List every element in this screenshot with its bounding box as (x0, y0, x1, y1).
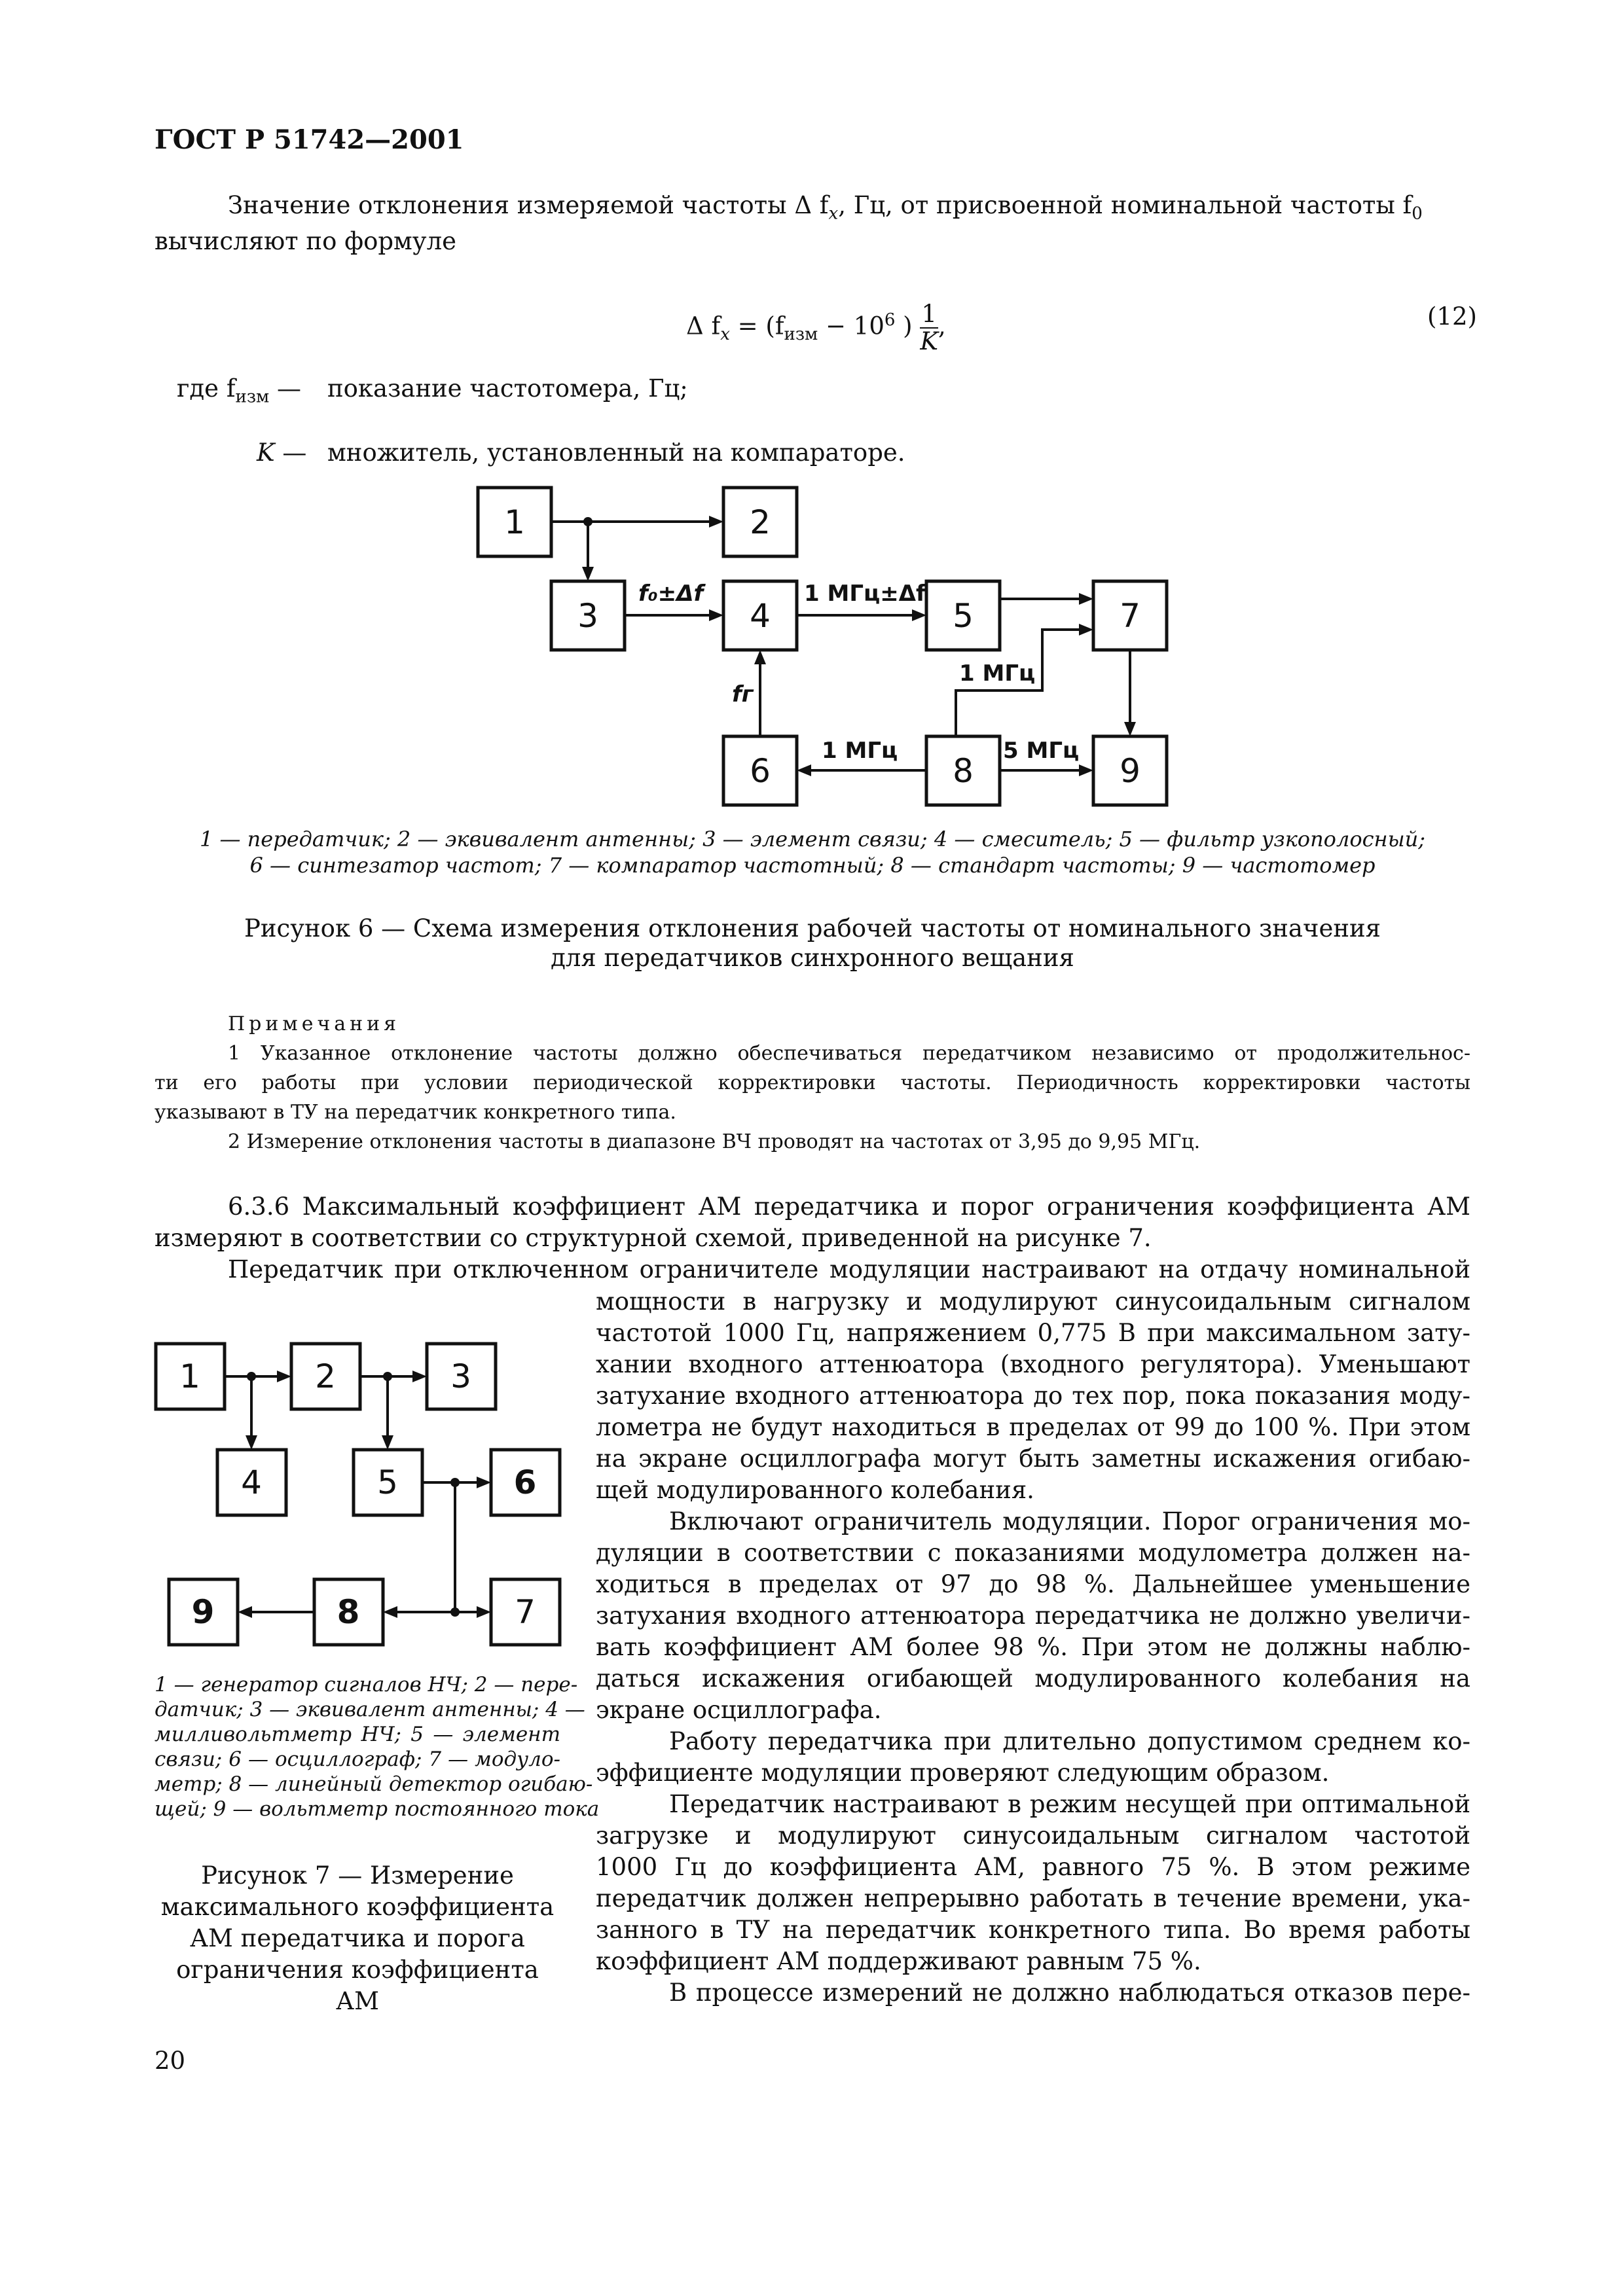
right-col-line: передатчик должен непрерывно работать в течение времени, ука- (596, 1884, 1470, 1912)
note-1-line-2: ти его работы при условии периодической корректировки частоты. Периодичность корректировки частоты (155, 1071, 1470, 1094)
right-col-line: экране осциллографа. (596, 1696, 882, 1724)
fig6-legend-line-2: 6 — синтезатор частот; 7 — компаратор частотный; 8 — стандарт частоты; 9 — частотомер (249, 853, 1376, 878)
right-col-line: занного в ТУ на передатчик конкретного типа. Во время работы (596, 1916, 1470, 1944)
fig6-label-mhz-df: 1 МГц±Δf (804, 581, 926, 607)
fig6-num-6: 6 (750, 752, 771, 790)
note-1-line-1: 1 Указанное отклонение частоты должно обеспечиваться передатчиком независимо от продолжительнос- (228, 1042, 1470, 1065)
right-col-line: даться искажения огибающей модулированного колебания на (596, 1664, 1470, 1693)
fig7-caption-line: ограничения коэффициента АМ (176, 1956, 539, 2015)
fig7-num-7: 7 (515, 1593, 536, 1631)
fig7-caption-line: АМ передатчика и порога (190, 1924, 525, 1952)
right-col-line: 1000 Гц до коэффициента АМ, равного 75 %. В этом режиме (596, 1853, 1470, 1881)
formula-12: Δ $f_x = (f_{изм} - 10^6$ ) $\frac{1}{K}$ , (686, 300, 946, 355)
intro-line-1: Значение отклонения измеряемой частоты Δ $f_x$, Гц, от присвоенной номинальной частоты $f_0$ (228, 191, 1423, 224)
fig6-num-4: 4 (750, 597, 771, 635)
fig6-label-mhz-to-7: 1 МГц (959, 660, 1036, 687)
right-col-line: затухание входного аттенюатора до тех пор, пока показания моду- (596, 1382, 1470, 1410)
figure-6-diagram (458, 471, 1192, 812)
fig7-num-2: 2 (315, 1357, 336, 1395)
fig7-num-8: 8 (337, 1593, 360, 1631)
fig7-legend-line: 1 — генератор сигналов НЧ; 2 — пере- (155, 1673, 578, 1696)
section-p2-line-1: Передатчик при отключенном ограничителе модуляции настраивают на отдачу номинальной (228, 1255, 1470, 1283)
fig6-num-2: 2 (750, 503, 771, 541)
fig7-legend-line: датчик; 3 — эквивалент антенны; 4 — (155, 1698, 585, 1721)
fig6-num-3: 3 (577, 597, 598, 635)
right-col-line: ходиться в пределах от 97 до 98 %. Дальнейшее уменьшение (596, 1570, 1470, 1598)
right-col-line: частотой 1000 Гц, напряжением 0,775 В при максимальном зату- (596, 1319, 1470, 1347)
fig6-num-5: 5 (953, 597, 974, 635)
fig7-num-9: 9 (191, 1593, 215, 1631)
right-col-line: Работу передатчика при длительно допустимом среднем ко- (669, 1727, 1470, 1755)
notes-title: Примечания (228, 1013, 401, 1035)
right-col-line: Передатчик настраивают в режим несущей при оптимальной (669, 1790, 1470, 1818)
where-f-izm: где $f_{изм}$ — (177, 374, 302, 407)
fig6-caption-line-1: Рисунок 6 — Схема измерения отклонения рабочей частоты от номинального значения (244, 914, 1381, 942)
fig6-legend-line-1: 1 — передатчик; 2 — эквивалент антенны; 3 — элемент связи; 4 — смеситель; 5 — фильтр узкополосный; (199, 827, 1426, 852)
fig7-num-4: 4 (241, 1463, 262, 1501)
right-col-line: Включают ограничитель модуляции. Порог ограничения мо- (669, 1507, 1470, 1535)
fig6-num-8: 8 (953, 752, 974, 790)
fig6-label-fr: fг (732, 681, 754, 708)
fig7-num-5: 5 (377, 1463, 398, 1501)
fig6-label-mhz-5: 5 МГц (1003, 738, 1080, 764)
fig7-caption-line: Рисунок 7 — Измерение (201, 1861, 514, 1890)
section-6-3-6-line-2: измеряют в соответствии со структурной схемой, приведенной на рисунке 7. (155, 1224, 1152, 1252)
where-k-text: множитель, установленный на компараторе. (327, 439, 905, 467)
fig7-caption-line: максимального коэффициента (160, 1893, 555, 1921)
fig7-legend-line: метр; 8 — линейный детектор огибаю- (155, 1772, 593, 1796)
right-col-line: В процессе измерений не должно наблюдаться отказов пере- (669, 1979, 1470, 2007)
fig6-label-f0-df: f₀±Δf (638, 581, 704, 607)
where-f-izm-text: показание частотомера, Гц; (327, 374, 688, 403)
right-col-line: мощности в нагрузку и модулируют синусоидальным сигналом (596, 1287, 1470, 1316)
note-1-line-3: указывают в ТУ на передатчик конкретного типа. (155, 1101, 676, 1124)
right-col-line: дуляции в соответствии с показаниями модулометра должен на- (596, 1539, 1470, 1567)
fig7-num-1: 1 (179, 1357, 200, 1395)
page-number: 20 (155, 2047, 186, 2075)
right-col-line: на экране осциллографа могут быть заметны искажения огибаю- (596, 1444, 1470, 1473)
right-col-line: загрузке и модулируют синусоидальным сигналом частотой (596, 1821, 1470, 1850)
figure-7-diagram (147, 1322, 573, 1662)
right-col-line: эффициенте модуляции проверяют следующим образом. (596, 1759, 1330, 1787)
right-col-line: хании входного аттенюатора (входного регулятора). Уменьшают (596, 1350, 1470, 1378)
fig7-num-6: 6 (513, 1463, 537, 1501)
fig7-legend-line: милливольтметр НЧ; 5 — элемент (155, 1723, 560, 1746)
fig7-legend-line: щей; 9 — вольтметр постоянного тока (155, 1797, 600, 1821)
fig6-caption-line-2: для передатчиков синхронного вещания (551, 944, 1074, 972)
right-col-line: лометра не будут находиться в пределах от 99 до 100 %. При этом (596, 1413, 1470, 1441)
right-col-line: затухания входного аттенюатора передатчика не должно увеличи- (596, 1602, 1470, 1630)
fig6-num-1: 1 (504, 503, 525, 541)
note-2: 2 Измерение отклонения частоты в диапазоне ВЧ проводят на частотах от 3,95 до 9,95 МГц. (228, 1130, 1201, 1153)
fig6-num-7: 7 (1120, 597, 1140, 635)
fig7-num-3: 3 (450, 1357, 471, 1395)
fig6-num-9: 9 (1120, 752, 1140, 790)
where-k: K — (257, 439, 307, 467)
fig6-label-mhz-to-6: 1 МГц (822, 738, 898, 764)
section-6-3-6-line-1: 6.3.6 Максимальный коэффициент АМ передатчика и порог ограничения коэффициента АМ (228, 1193, 1470, 1221)
intro-line-2: вычисляют по формуле (155, 227, 456, 255)
right-col-line: щей модулированного колебания. (596, 1476, 1034, 1504)
doc-header: ГОСТ Р 51742—2001 (155, 124, 464, 155)
fig7-legend-line: связи; 6 — осциллограф; 7 — модуло- (155, 1748, 560, 1771)
right-col-line: коэффициент АМ поддерживают равным 75 %. (596, 1947, 1201, 1975)
formula-number: (12) (1427, 302, 1477, 331)
right-col-line: вать коэффициент АМ более 98 %. При этом не должны наблю- (596, 1633, 1470, 1661)
